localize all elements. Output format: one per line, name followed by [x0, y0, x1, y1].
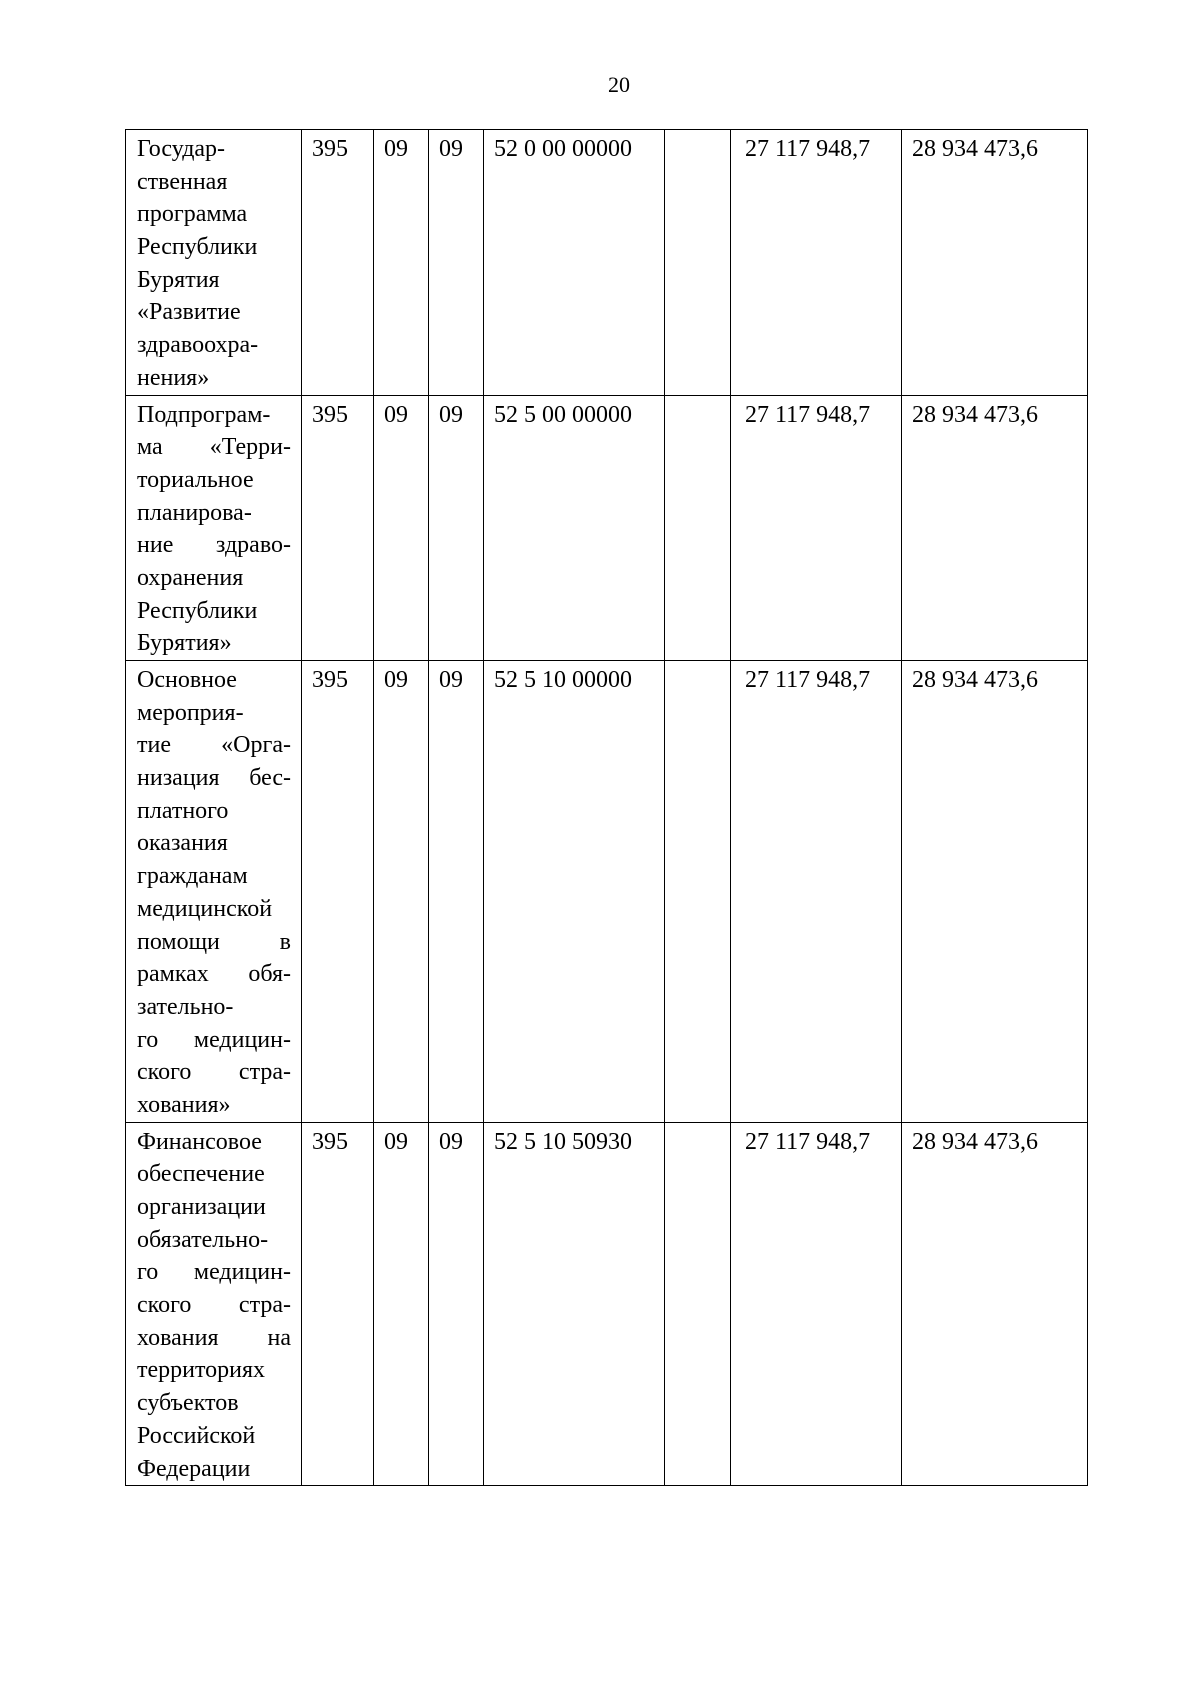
name-line: здравоохра- [137, 332, 259, 359]
pr-cell: 09 [429, 130, 484, 396]
name-line: оказания [137, 830, 228, 857]
name-line: ского стра- [137, 1059, 291, 1086]
name-line: помощи в [137, 928, 291, 955]
csr-cell: 52 5 00 00000 [484, 395, 665, 661]
rz-cell: 09 [374, 661, 429, 1123]
name-line: ториальное [137, 466, 254, 493]
table-row [126, 1122, 1088, 1486]
sum-2021-cell: 28 934 473,6 [902, 1122, 1088, 1486]
name-line: ственная [137, 168, 228, 195]
vr-cell [665, 1122, 731, 1486]
name-line: тие «Орга- [137, 732, 291, 759]
csr-cell: 52 5 10 00000 [484, 661, 665, 1123]
rz-cell: 09 [374, 1122, 429, 1486]
name-line: гражданам [137, 863, 248, 890]
vr-cell [665, 130, 731, 396]
name-line: Подпрограм- [137, 401, 271, 428]
name-line: низация бес- [137, 765, 291, 792]
name-line: зательно- [137, 993, 234, 1020]
name-line: планирова- [137, 499, 252, 526]
name-line: мероприя- [137, 699, 244, 726]
name-cell [126, 1122, 302, 1486]
name-line: Республики [137, 597, 258, 624]
ved-cell: 395 [302, 1122, 374, 1486]
sum-2021-cell: 28 934 473,6 [902, 661, 1088, 1123]
name-line: программа [137, 201, 248, 228]
csr-cell: 52 5 10 50930 [484, 1122, 665, 1486]
name-line: хования» [137, 1091, 231, 1118]
table-body [126, 130, 1088, 1486]
sum-2020-cell: 27 117 948,7 [731, 1122, 902, 1486]
name-cell [126, 130, 302, 396]
name-line: ма «Терри- [137, 434, 291, 461]
name-line: Бурятия [137, 266, 220, 293]
pr-cell: 09 [429, 395, 484, 661]
name-line: Российской [137, 1422, 256, 1449]
name-line: Финансовое [137, 1128, 262, 1155]
name-line: Бурятия» [137, 630, 232, 657]
table-row [126, 661, 1088, 1123]
name-line: субъектов [137, 1390, 239, 1417]
table-row [126, 130, 1088, 396]
name-line: Федерации [137, 1455, 251, 1482]
vr-cell [665, 395, 731, 661]
rz-cell: 09 [374, 395, 429, 661]
sum-2021-cell: 28 934 473,6 [902, 395, 1088, 661]
name-line: «Развитие [137, 299, 241, 326]
name-line: ние здраво- [137, 532, 291, 559]
name-line: территориях [137, 1357, 266, 1384]
ved-cell: 395 [302, 661, 374, 1123]
name-line: обеспечение [137, 1161, 265, 1188]
name-line: ского стра- [137, 1292, 291, 1319]
name-line: го медицин- [137, 1259, 291, 1286]
pr-cell: 09 [429, 661, 484, 1123]
name-line: обязательно- [137, 1226, 269, 1253]
name-line: Основное [137, 667, 237, 693]
name-line: медицинской [137, 895, 273, 922]
page-number: 20 [608, 72, 630, 97]
name-line: хования на [137, 1324, 291, 1351]
name-line: охранения [137, 564, 244, 591]
name-cell [126, 395, 302, 661]
name-cell [126, 661, 302, 1123]
sum-2021-cell: 28 934 473,6 [902, 130, 1088, 396]
name-line: платного [137, 797, 229, 824]
name-line: Государ- [137, 136, 226, 162]
pr-cell: 09 [429, 1122, 484, 1486]
budget-table [125, 129, 1088, 1486]
table-row [126, 395, 1088, 661]
sum-2020-cell: 27 117 948,7 [731, 130, 902, 396]
name-line: го медицин- [137, 1026, 291, 1053]
name-line: организации [137, 1194, 266, 1220]
rz-cell: 09 [374, 130, 429, 396]
ved-cell: 395 [302, 130, 374, 396]
name-line: Республики [137, 234, 258, 261]
csr-cell: 52 0 00 00000 [484, 130, 665, 396]
sum-2020-cell: 27 117 948,7 [731, 395, 902, 661]
ved-cell: 395 [302, 395, 374, 661]
name-line: рамках обя- [137, 961, 291, 988]
sum-2020-cell: 27 117 948,7 [731, 661, 902, 1123]
name-line: нения» [137, 364, 210, 391]
vr-cell [665, 661, 731, 1123]
